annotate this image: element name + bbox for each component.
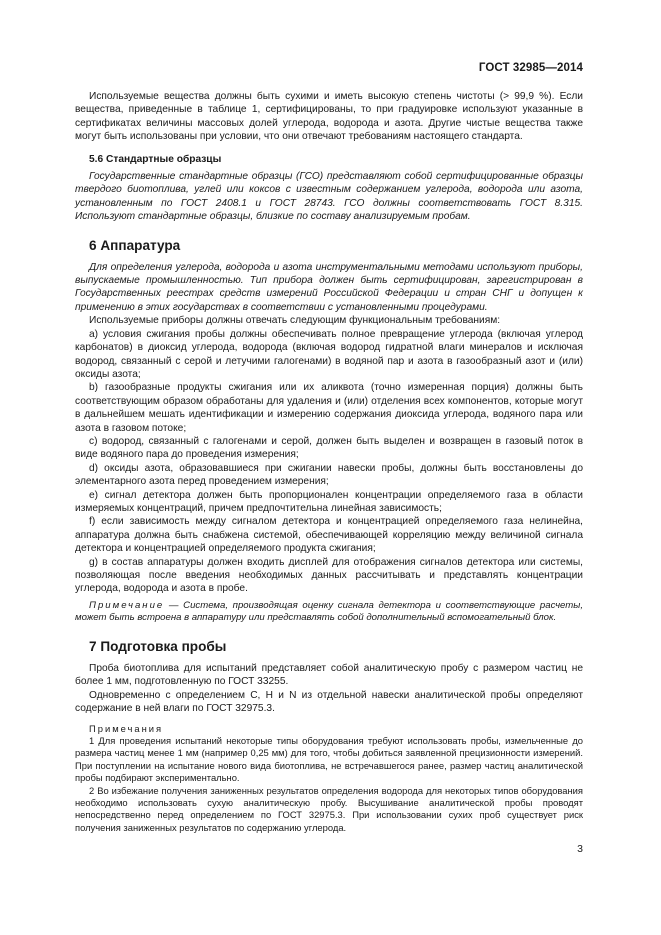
intro-paragraph: Используемые вещества должны быть сухими и иметь высокую степень чистоты (> 99,9 %). Если вещества, приведенные в таблице 1, сертифицированы, то при градуировке используют указанные в сертификатах величины массовых долей углерода, водорода и азота. Другие чистые вещества также могут быть использованы при условии, что они отвечают требованиям настоящего стандарта. <box>75 91 583 143</box>
note-label: Примечание <box>89 599 165 611</box>
section-6-italic-paragraph: Для определения углерода, водорода и азота инструментальными методами используют приборы, выпускаемые промышленностью. Тип прибора должен быть сертифицирован, зарегистрирован в Государственных реестрах средств измерений Российской Федерации и стран СНГ и допущен к применению в этих государствах в соответствии с установленными процедурами. <box>75 261 583 313</box>
requirement-item-a: a) условия сжигания пробы должны обеспечивать полное превращение углерода (включая углерод карбонатов) в диоксид углерода, водорода (включая водород гидратной влаги минералов и исключая водород, связанный с серой и летучими галогенами) в водяной пар и азота в газообразный азот и (или) оксиды азота; <box>75 328 583 380</box>
note-text: Система, производящая оценку сигнала детектора и соответствующие расчеты, может быть встроена в аппаратуру или представлять собой дополнительный вспомогательный блок. <box>75 599 583 624</box>
section-7-notes-label: Примечания <box>89 722 164 734</box>
section-7-note-2: 2 Во избежание получения заниженных результатов определения водорода для некоторых типов оборудования необходимо использовать сухую аналитическую пробу. Высушивание аналитической пробы проводят непосредственно перед определением по ГОСТ 32975.3. При использовании сухих проб существует риск получения заниженных результатов по содержанию углерода. <box>75 784 583 833</box>
note-dash: — <box>164 599 184 611</box>
section-5-6-heading: 5.6 Стандартные образцы <box>89 153 222 165</box>
section-6-lead: Используемые приборы должны отвечать следующим функциональным требованиям: <box>89 315 501 327</box>
requirement-item-d: d) оксиды азота, образовавшиеся при сжигании навески пробы, должны быть восстановлены до элементарного азота перед проведением измерения; <box>75 462 583 488</box>
standard-designation: ГОСТ 32985—2014 <box>478 62 583 74</box>
requirement-item-b: b) газообразные продукты сжигания или их аликвота (точно измеренная порция) должны быть соответствующим образом обработаны для удаления и (или) отделения всех компонентов, которые могут в дальнейшем мешать идентификации и измерению содержания диоксида углерода, водяного пара или азота в газовом потоке; <box>75 382 583 434</box>
page-number: 3 <box>577 843 583 855</box>
requirement-item-c: c) водород, связанный с галогенами и серой, должен быть выделен и возвращен в газовый поток в виде водяного пара до проведения измерения; <box>75 435 583 461</box>
requirement-item-g: g) в состав аппаратуры должен входить дисплей для отображения сигналов детектора или системы, позволяющая после введения необходимых данных рассчитывать и представлять концентрации углерода, водорода и азота в пробе. <box>75 556 583 595</box>
requirement-item-f: f) если зависимость между сигналом детектора и концентрацией определяемого газа нелинейна, аппаратура должна быть снабжена системой, обеспечивающей корреляцию между величиной сигнала детектора и концентрацией определяемого продукта сжигания; <box>75 516 583 555</box>
section-7-paragraph-1: Проба биотоплива для испытаний представляет собой аналитическую пробу с размером частиц не более 1 мм, подготовленную по ГОСТ 33255. <box>75 663 583 688</box>
section-6-note <box>75 600 583 625</box>
requirement-item-e: e) сигнал детектора должен быть пропорционален концентрации определяемого газа в области измеряемых концентраций, причем предпочтительна линейная зависимость; <box>75 489 583 514</box>
page-content <box>75 90 583 834</box>
section-7-paragraph-2: Одновременно с определением C, H и N из отдельной навески аналитической пробы определяют содержание в ней влаги по ГОСТ 32975.3. <box>75 689 583 715</box>
section-7-heading: 7 Подготовка пробы <box>89 639 227 654</box>
section-7-note-1: 1 Для проведения испытаний некоторые типы оборудования требуют использовать пробы, измельченные до размера частиц менее 1 мм (например 0,25 мм) для того, чтобы добиться заявленной прецизионности измерений. При поступлении на испытание нового вида биотоплива, не встречавшегося ранее, размер частиц аналитической пробы подбирают экспериментально. <box>75 735 583 784</box>
section-6-heading: 6 Аппаратура <box>89 237 181 253</box>
section-5-6-paragraph: Государственные стандартные образцы (ГСО) представляют собой сертифицированные образцы твердого биотоплива, углей или коксов с известным содержанием углерода, водорода или азота, установленным по ГОСТ 2408.1 и ГОСТ 28743. ГСО должны соответствовать ГОСТ 8.315. Используют стандартные образцы, близкие по составу анализируемым пробам. <box>75 171 583 223</box>
